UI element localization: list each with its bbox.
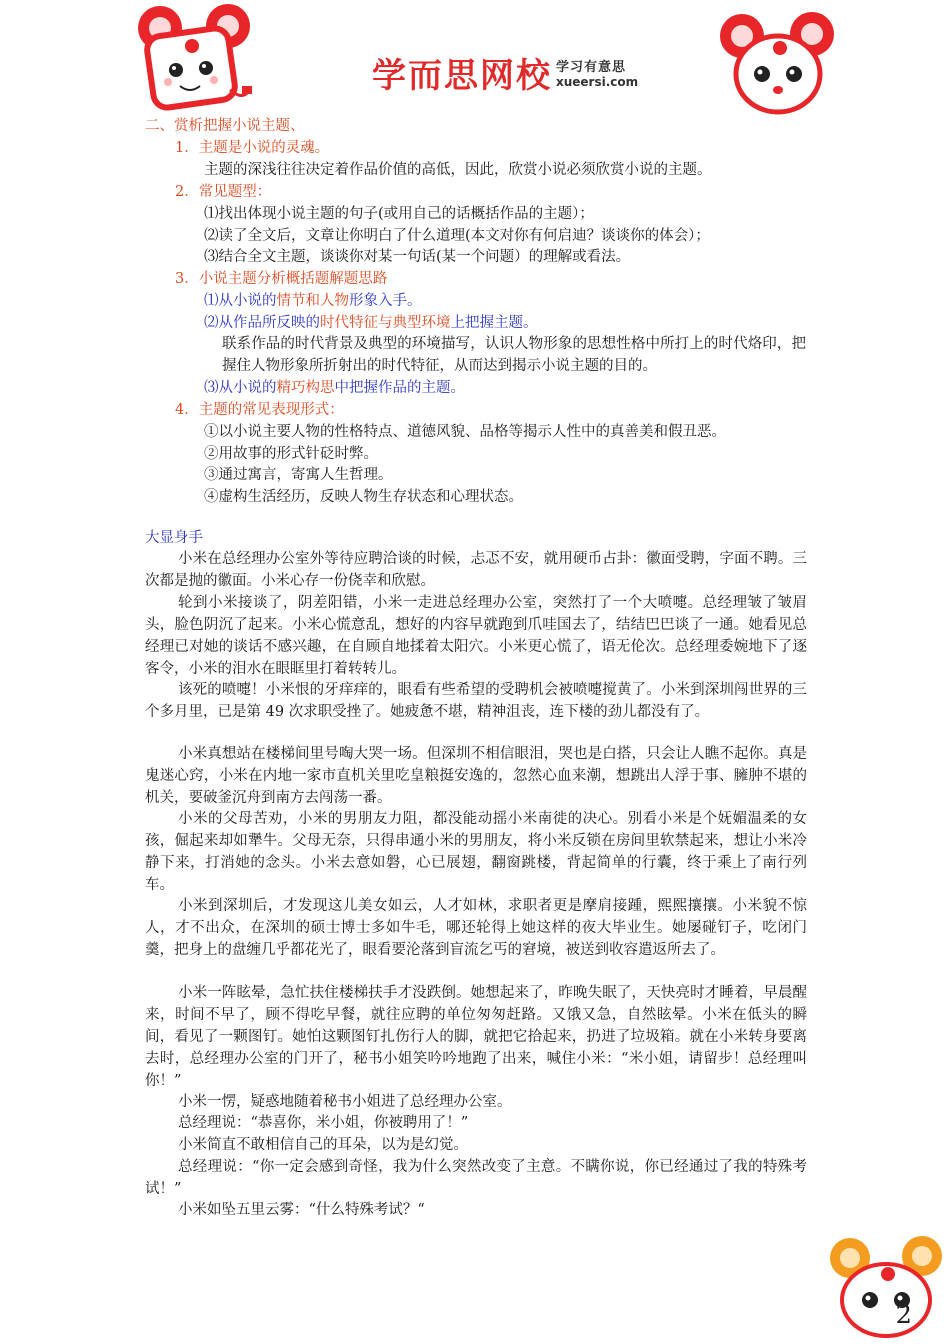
story-paragraph: 小米在总经理办公室外等待应聘洽谈的时候，忐忑不安，就用硬币占卦：徽面受聘，字面不聘。三次都是抛的徽面。小米心存一份侥幸和欣慰。 — [145, 551, 807, 589]
story-paragraph: 小米真想站在楼梯间里号啕大哭一场。但深圳不相信眼泪，哭也是白搭，只会让人瞧不起你。真是鬼迷心窍，小米在内地一家市直机关里吃皇粮挺安逸的，忽然心血来潮，想跳出人浮于事、臃肿不堪的机关，要破釜沉舟到南方去闯荡一番。 — [145, 746, 807, 806]
item3-c — [204, 377, 465, 399]
item4-line: ①以小说主要人物的性格特点、道德风貌、品格等揭示人性中的真善美和假丑恶。 — [204, 424, 726, 440]
item3-b — [204, 312, 538, 334]
story-paragraph: 小米的父母苦劝，小米的男朋友力阻，都没能动摇小米南徙的决心。别看小米是个妩媚温柔的女孩，倔起来却如犟牛。父母无奈，只得串通小米的男朋友，将小米反锁在房间里软禁起来，想让小米冷静下来，打消她的念头。小米去意如磐，心已展翅，翻窗跳楼，背起简单的行囊，终于乘上了南行列车。 — [145, 811, 807, 893]
brand-url: xueersi.com — [556, 75, 639, 89]
mascot-left-logo — [130, 4, 260, 112]
item3-a-part: 形象入手。 — [349, 293, 422, 309]
item1-title: 1．主题是小说的灵魂。 — [175, 140, 330, 156]
item3-b-highlight: 时代特征与典型环境 — [320, 315, 451, 331]
item4-title: 4．主题的常见表现形式： — [175, 402, 344, 418]
story-paragraph: 总经理说：“你一定会感到奇怪，我为什么突然改变了主意。不瞒你说，你已经通过了我的特殊考试！” — [145, 1159, 807, 1197]
story-paragraph: 该死的喷嚏！小米恨的牙痒痒的，眼看有些希望的受聘机会被喷嚏搅黄了。小米到深圳闯世界的三个多月里，已是第 49 次求职受挫了。她疲惫不堪，精神沮丧，连下楼的劲儿都没有了。 — [145, 682, 807, 720]
item2-title: 2．常见题型： — [175, 184, 272, 200]
item3-a-part: ⑴从小说的 — [204, 293, 277, 309]
item3-a — [204, 290, 422, 312]
mascot-right-icon — [718, 10, 836, 116]
item4-line: ②用故事的形式针砭时弊。 — [204, 446, 378, 462]
story-paragraph: 总经理说：“恭喜你，米小姐，你被聘用了！” — [178, 1115, 469, 1131]
brand-name: 学而思网校 — [372, 56, 552, 96]
item3-c-highlight: 精巧构思 — [276, 380, 335, 396]
section-title: 二、赏析把握小说主题、 — [145, 118, 305, 134]
item3-c-part: ⑶从小说的 — [204, 380, 277, 396]
item4-line: ③通过寓言，寄寓人生哲理。 — [204, 467, 393, 483]
practice-heading: 大显身手 — [145, 530, 203, 546]
footer-mascot-icon — [826, 1230, 948, 1340]
item3-b-part: 上把握主题。 — [450, 315, 538, 331]
item4-line: ④虚构生活经历，反映人物生存状态和心理状态。 — [204, 489, 523, 505]
item2-line: ⑶结合全文主题，谈谈你对某一句话(某一个问题）的理解或看法。 — [204, 249, 631, 265]
story-paragraph: 小米到深圳后，才发现这儿美女如云，人才如林，求职者更是摩肩接踵，熙熙攘攘。小米貌不惊人，才不出众，在深圳的硕士博士多如牛毛，哪还轮得上她这样的夜大毕业生。她屡碰钉子，吃闭门羹，把身上的盘缠几乎都花光了，眼看要沦落到盲流乞丐的窘境，被送到收容遣返所去了。 — [145, 898, 807, 958]
item3-b-detail: 联系作品的时代背景及典型的环境描写，认识人物形象的思想性格中所打上的时代烙印，把握住人物形象所折射出的时代特征，从而达到揭示小说主题的目的。 — [222, 336, 806, 374]
story-paragraph: 小米如坠五里云雾：“什么特殊考试？“ — [178, 1202, 425, 1218]
brand-slogan: 学习有意思 — [556, 60, 627, 75]
item3-a-highlight: 情节和人物 — [276, 293, 349, 309]
story-paragraph: 轮到小米接谈了，阴差阳错，小米一走进总经理办公室，突然打了一个大喷嚏。总经理皱了皱眉头，脸色阴沉了起来。小米心慌意乱，想好的内容早就跑到爪哇国去了，结结巴巴谈了一通。她看见总经理已对她的谈话不感兴趣，在自顾自地揉着太阳穴。小米更心慌了，语无伦次。总经理委婉地下了逐客令，小米的泪水在眼眶里打着转转儿。 — [145, 595, 807, 677]
story-paragraph: 小米一阵眩晕，急忙扶住楼梯扶手才没跌倒。她想起来了，昨晚失眠了，天快亮时才睡着，早晨醒来，时间不早了，顾不得吃早餐，就往应聘的单位匆匆赶路。又饿又急，自然眩晕。小米在低头的瞬间，看见了一颗图钉。她怕这颗图钉扎伤行人的脚，就把它拾起来，扔进了垃圾箱。就在小米转身要离去时，总经理办公室的门开了，秘书小姐笑吟吟地跑了出来，喊住小米：“米小姐，请留步！总经理叫你！” — [145, 985, 807, 1089]
item2-line: ⑴找出体现小说主题的句子(或用自己的话概括作品的主题）； — [204, 206, 594, 222]
item3-c-part: 中把握作品的主题。 — [334, 380, 465, 396]
page-number: 2 — [895, 1300, 912, 1330]
story-paragraph: 小米简直不敢相信自己的耳朵，以为是幻觉。 — [178, 1137, 468, 1153]
item3-b-part: ⑵从作品所反映的 — [204, 315, 320, 331]
story-paragraph: 小米一愣，疑惑地随着秘书小姐进了总经理办公室。 — [178, 1094, 512, 1110]
item1-text: 主题的深浅往往决定着作品价值的高低，因此，欣赏小说必须欣赏小说的主题。 — [204, 162, 712, 178]
item2-line: ⑵读了全文后，文章让你明白了什么道理(本文对你有何启迪？谈谈你的体会）； — [204, 228, 710, 244]
item3-title: 3．小说主题分析概括题解题思路 — [175, 271, 388, 287]
